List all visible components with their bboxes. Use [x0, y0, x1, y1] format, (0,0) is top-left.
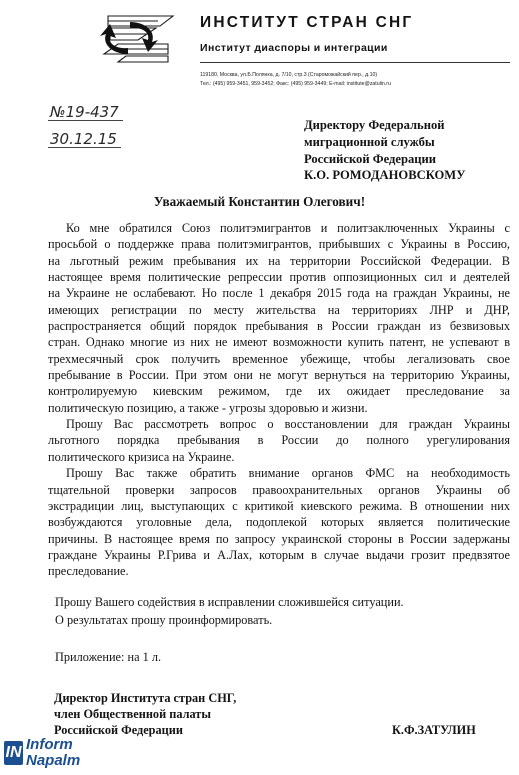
watermark-text-line: Napalm [26, 752, 81, 769]
attachment-note: Приложение: на 1 л. [55, 650, 162, 664]
body-line: Ко мне обратился Союз политэмигрантов и политзаключенных Украины с [66, 221, 510, 235]
body-line: на льготный режим пребывания их на территории Российской Федерации. В [48, 253, 510, 268]
signature-title-line: Российской Федерации [54, 723, 183, 738]
addressee-line: К.О. РОМОДАНОВСКОМУ [304, 168, 466, 183]
paragraph-request [48, 220, 510, 416]
letterhead-divider [200, 62, 510, 63]
registration-date: 30.12.15 [48, 131, 121, 148]
body-line: стран. Однако многие из них не имеют возможности купить патент, не успевают в [48, 335, 510, 350]
addressee-line: миграционной службы [304, 134, 435, 149]
body-line: на Украине не ослабевают. Но после 1 декабря 2015 года на граждан Украины, не [48, 286, 510, 301]
body-line: экстрадиции лиц, выступающих с критикой киевского режима. В отношении них [48, 498, 510, 513]
institute-contacts: Тел.: (495) 959-3451, 959-3452; Факс: (495) 959-3449; E-mail: institute@zatulin.ru [200, 81, 391, 87]
letter-body [48, 220, 510, 580]
body-line: возбуждаются уголовные дела, подоплекой которых является политические [48, 515, 510, 530]
salutation: Уважаемый Константин Олегович! [153, 194, 366, 209]
body-line: причины. В настоящее время по запросу украинской стороны в России задержаны [48, 531, 510, 546]
body-line: имеющих регистрации по месту жительства на территориях ЛНР и ДНР, [48, 302, 510, 317]
body-line: настоящее время политические репрессии против оппозиционных сил и деятелей [48, 270, 510, 285]
signature-title-block [54, 690, 236, 739]
institute-address: 119180, Москва, ул.Б.Полянка, д. 7/10, стр.3 (Староможайский пер., д.10) [200, 72, 378, 78]
body-line: трехмесячный срок получить временное убежище, чтобы легализовать свое [48, 351, 510, 366]
addressee-line: Российской Федерации [304, 151, 437, 166]
signature-title-line: Директор Института стран СНГ, [54, 691, 237, 705]
signer-name: К.Ф.ЗАТУЛИН [392, 723, 476, 737]
body-line: политического кризиса на Украине. [48, 449, 235, 464]
institute-logo [68, 8, 186, 68]
addressee-block [304, 117, 465, 184]
body-line: Прошу Вас рассмотреть вопрос о восстановлении для граждан Украины [66, 417, 510, 432]
closing-block [55, 594, 404, 629]
body-line: Прошу Вас также обратить внимание органов ФМС на необходимость [66, 466, 510, 481]
body-line: контролируемую киевским режимом, где их ожидает преследование за [48, 384, 510, 399]
body-line: политическую позицию, а также - угрозы здоровью и жизни. [48, 400, 368, 415]
closing-line: Прошу Вашего содействия в исправлении сложившейся ситуации. [55, 595, 404, 609]
institute-name: ИНСТИТУТ СТРАН СНГ [200, 14, 414, 31]
body-line: граждане Украины Р.Грива и А.Лах, которым в случае выдачи грозит предвзятое [48, 547, 510, 562]
body-line: льготного порядка пребывания в России до полного урегулирования [48, 433, 510, 448]
watermark-text-line: Inform [26, 736, 73, 753]
body-line: пребывание в России. При этом они не могут вернуться на территорию Украины, [48, 368, 510, 383]
watermark-mark: IN [4, 741, 23, 765]
addressee-line: Директору Федеральной [304, 118, 445, 132]
body-line: преследование. [48, 564, 129, 579]
closing-line: О результатах прошу проинформировать. [55, 612, 273, 627]
body-line: тщательной проверки запросов правоохранительных органов Украины об [48, 482, 510, 497]
signature-title-line: член Общественной палаты [54, 707, 211, 722]
informnapalm-watermark [2, 733, 90, 771]
institute-subtitle: Институт диаспоры и интеграции [200, 42, 388, 54]
body-line: просьбой о поддержке права политэмигрантов, прибывших с Украины в Россию, [48, 237, 510, 252]
paragraph-extradition [48, 465, 510, 579]
body-line: распространяется общий порядок пребывания в России граждан из безвизовых [48, 319, 510, 334]
paragraph-regime [48, 416, 510, 465]
registration-number: №19-437 [48, 104, 123, 121]
